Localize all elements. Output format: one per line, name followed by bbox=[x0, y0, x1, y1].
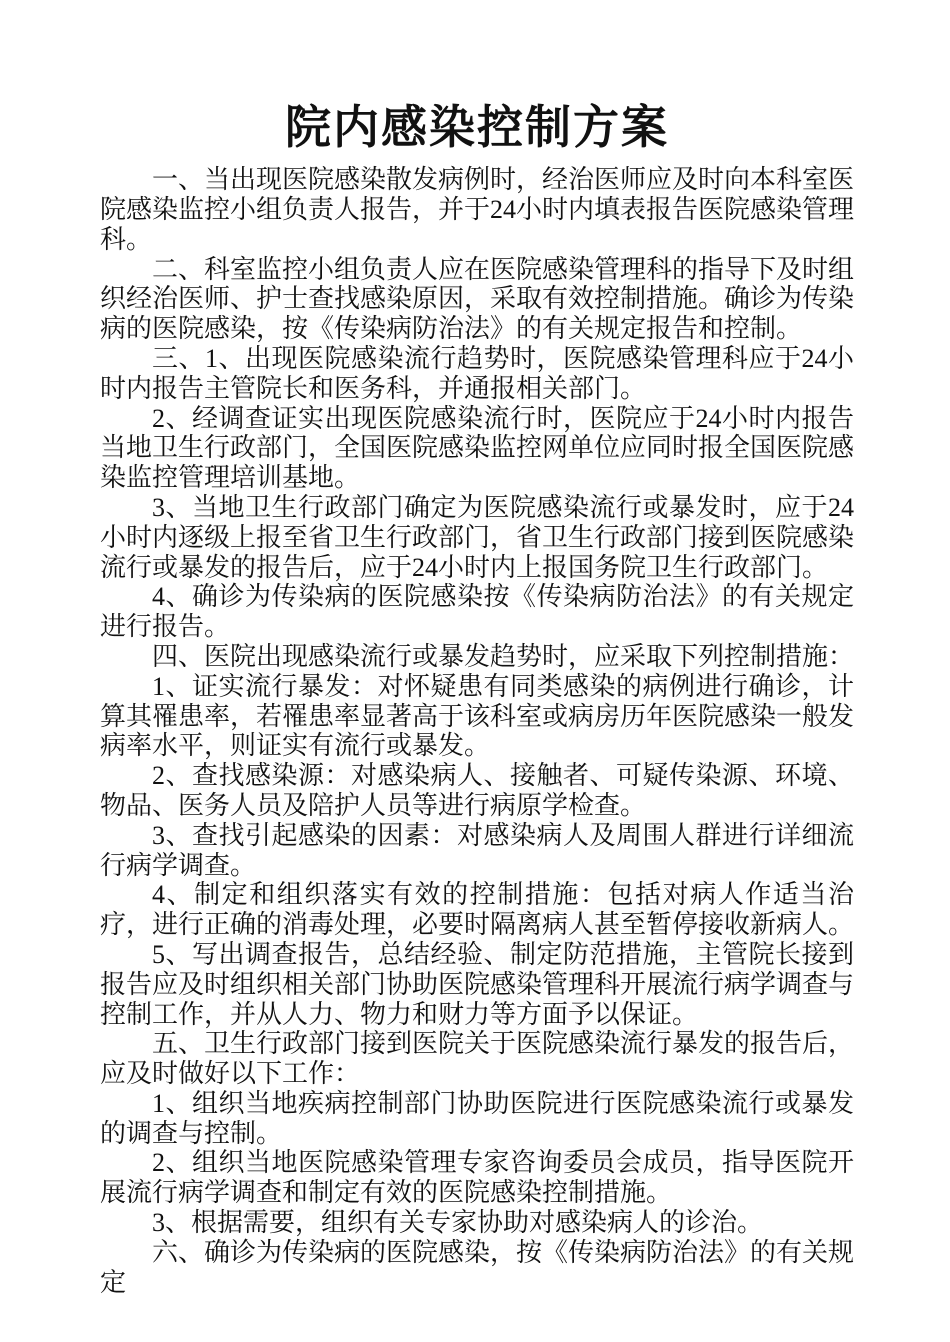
paragraph: 一、当出现医院感染散发病例时，经治医师应及时向本科室医院感染监控小组负责人报告，并于24小时内填表报告医院感染管理科。 bbox=[100, 165, 855, 254]
paragraph: 五、卫生行政部门接到医院关于医院感染流行暴发的报告后，应及时做好以下工作： bbox=[100, 1029, 855, 1089]
paragraph: 四、医院出现感染流行或暴发趋势时，应采取下列控制措施： bbox=[152, 641, 855, 671]
paragraph: 3、根据需要，组织有关专家协助对感染病人的诊治。 bbox=[152, 1208, 764, 1238]
paragraph: 二、科室监控小组负责人应在医院感染管理科的指导下及时组织经治医师、护士查找感染原因，采取有效控制措施。确诊为传染病的医院感染，按《传染病防治法》的有关规定报告和控制。 bbox=[100, 254, 855, 344]
paragraph: 4、制定和组织落实有效的控制措施：包括对病人作适当治疗，进行正确的消毒处理，必要时隔离病人甚至暂停接收新病人。 bbox=[100, 880, 855, 940]
paragraph: 2、查找感染源：对感染病人、接触者、可疑传染源、环境、物品、医务人员及陪护人员等进行病原学检查。 bbox=[100, 761, 854, 820]
paragraph: 2、组织当地医院感染管理专家咨询委员会成员，指导医院开展流行病学调查和制定有效的医院感染控制措施。 bbox=[100, 1148, 854, 1208]
paragraph: 4、确诊为传染病的医院感染按《传染病防治法》的有关规定进行报告。 bbox=[100, 582, 854, 642]
paragraph: 2、经调查证实出现医院感染流行时，医院应于24小时内报告当地卫生行政部门，全国医院感染监控网单位应同时报全国医院感染监控管理培训基地。 bbox=[100, 403, 855, 493]
paragraph: 3、当地卫生行政部门确定为医院感染流行或暴发时，应于24小时内逐级上报至省卫生行政部门，省卫生行政部门接到医院感染流行或暴发的报告后，应于24小时内上报国务院卫生行政部门。 bbox=[100, 492, 855, 582]
paragraph: 1、组织当地疾病控制部门协助医院进行医院感染流行或暴发的调查与控制。 bbox=[100, 1088, 854, 1148]
document-title: 院内感染控制方案 bbox=[285, 102, 669, 153]
paragraph: 3、查找引起感染的因素：对感染病人及周围人群进行详细流行病学调查。 bbox=[100, 820, 854, 880]
document-body bbox=[100, 165, 854, 1297]
paragraph: 1、证实流行暴发：对怀疑患有同类感染的病例进行确诊，计算其罹患率，若罹患率显著高于该科室或病房历年医院感染一般发病率水平，则证实有流行或暴发。 bbox=[100, 671, 855, 761]
paragraph: 5、写出调查报告，总结经验、制定防范措施，主管院长接到报告应及时组织相关部门协助医院感染管理科开展流行病学调查与控制工作，并从人力、物力和财力等方面予以保证。 bbox=[100, 939, 855, 1029]
paragraph: 六、确诊为传染病的医院感染，按《传染病防治法》的有关规定 bbox=[100, 1237, 855, 1297]
paragraph: 三、1、出现医院感染流行趋势时，医院感染管理科应于24小时内报告主管院长和医务科，并通报相关部门。 bbox=[100, 343, 854, 403]
